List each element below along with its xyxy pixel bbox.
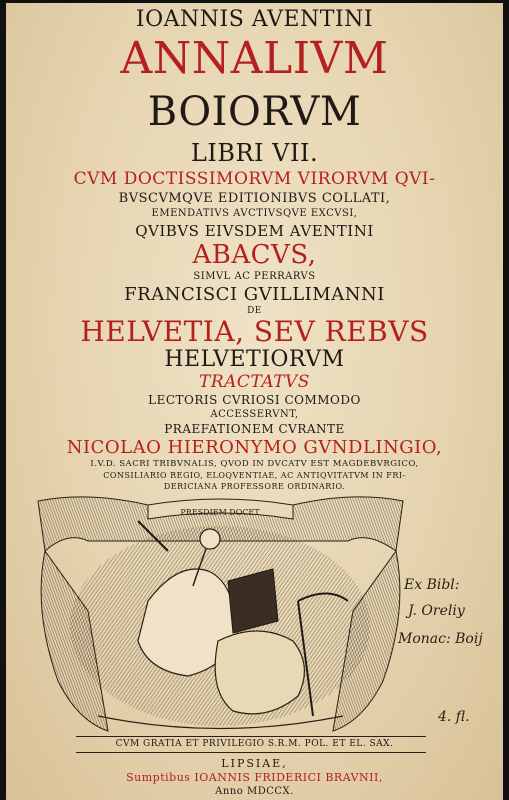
title-line-7: EMENDATIVS AVCTIVSQVE EXCVSI, xyxy=(151,208,358,219)
title-line-22: DERICIANA PROFESSORE ORDINARIO. xyxy=(163,482,346,491)
figure-head xyxy=(200,529,220,549)
engraving-vignette xyxy=(28,491,413,736)
title-line-12: DE xyxy=(247,306,262,316)
marginalia-line-2: J. Oreliy xyxy=(408,603,465,619)
title-line-21: CONSILIARIO REGIO, ELOQVENTIAE, AC ANTIQVITATVM IN FRI- xyxy=(103,471,406,480)
title-line-10: SIMVL AC PERRARVS xyxy=(193,271,316,282)
title-line-15: TRACTATVS xyxy=(199,372,310,392)
imprint-city: LIPSIAE, xyxy=(221,757,288,770)
title-line-16: LECTORIS CVRIOSI COMMODO xyxy=(148,393,361,407)
imprint-rule-bottom xyxy=(76,752,426,753)
marginalia-line-1: Ex Bibl: xyxy=(404,577,460,593)
banner-text: PRESDIEM DOCET xyxy=(180,508,260,517)
title-line-8: QVIBVS EIVSDEM AVENTINI xyxy=(135,222,374,240)
title-line-14: HELVETIORVM xyxy=(164,347,345,372)
reclining-figure xyxy=(215,631,304,714)
imprint-publisher: Sumptibus IOANNIS FRIDERICI BRAVNII, xyxy=(126,771,383,784)
imprint-rule-top xyxy=(76,736,426,737)
privilege-line: CVM GRATIA ET PRIVILEGIO S.R.M. POL. ET EL. SAX. xyxy=(115,739,394,749)
title-line-19: NICOLAO HIERONYMO GVNDLINGIO, xyxy=(66,437,443,458)
title-line-9: ABACVS, xyxy=(192,240,317,270)
title-page xyxy=(6,3,503,800)
title-line-2: ANNALIVM xyxy=(120,33,389,84)
title-line-1: IOANNIS AVENTINI xyxy=(135,7,374,32)
title-line-20: I.V.D. SACRI TRIBVNALIS, QVOD IN DVCATV EST MAGDEBVRGICO, xyxy=(90,459,419,469)
title-line-18: PRAEFATIONEM CVRANTE xyxy=(164,422,345,436)
title-line-13: HELVETIA, SEV REBVS xyxy=(80,315,429,348)
title-line-6: BVSCVMQVE EDITIONIBVS COLLATI, xyxy=(118,191,391,206)
title-line-11: FRANCISCI GVILLIMANNI xyxy=(124,284,385,305)
title-line-4: LIBRI VII. xyxy=(190,139,319,167)
imprint-year: Anno MDCCX. xyxy=(215,786,294,797)
open-book xyxy=(228,569,278,633)
marginalia-number: 4. fl. xyxy=(438,709,470,725)
title-line-3: BOIORVM xyxy=(147,89,362,135)
marginalia-line-3: Monac: Boij xyxy=(398,631,483,647)
title-line-5: CVM DOCTISSIMORVM VIRORVM QVI- xyxy=(73,169,436,189)
title-line-17: ACCESSERVNT, xyxy=(210,409,299,420)
